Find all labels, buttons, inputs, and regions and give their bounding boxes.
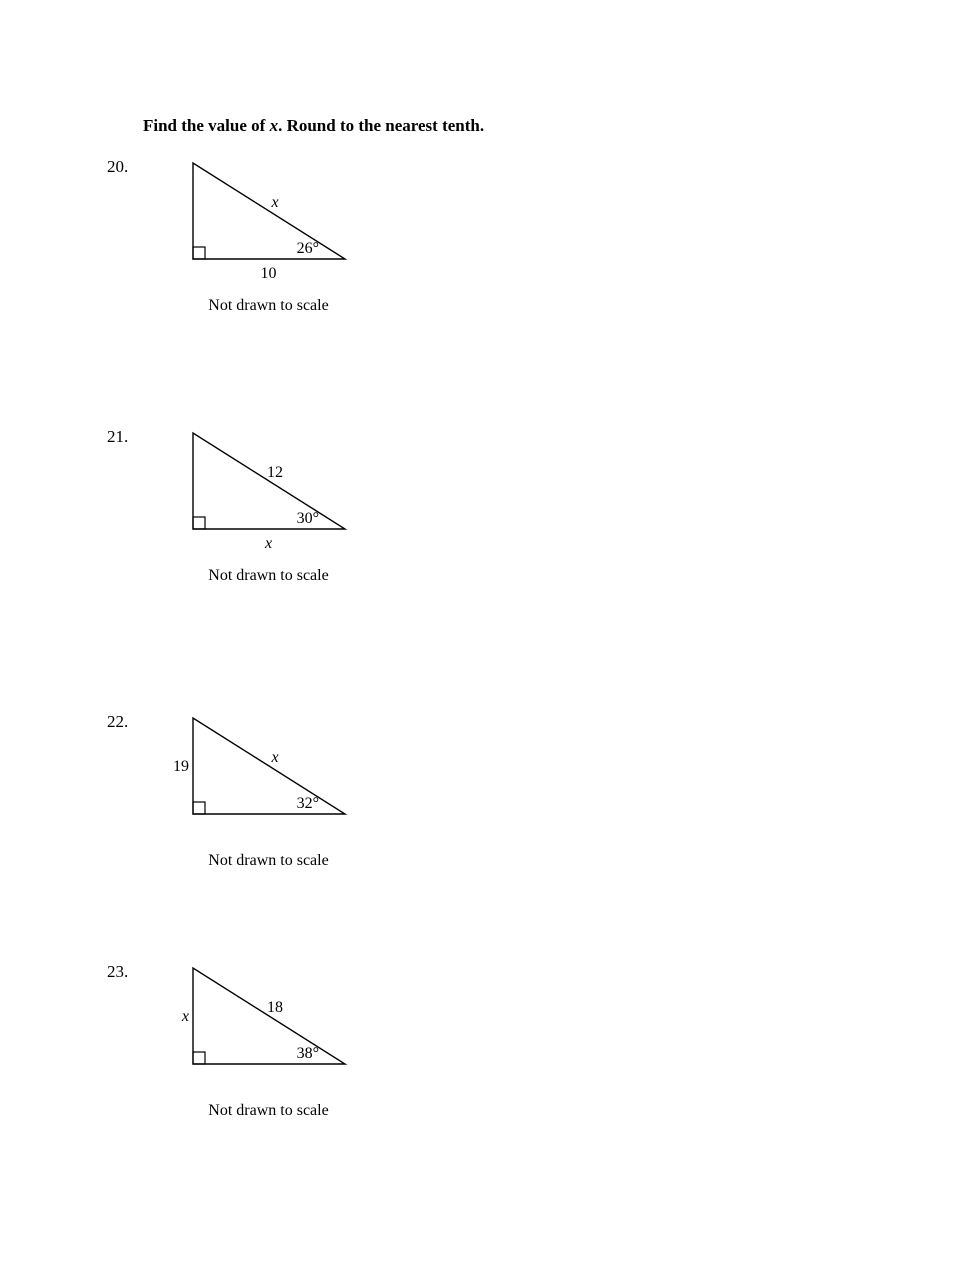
problem-21 xyxy=(0,427,979,597)
triangle-outline xyxy=(193,968,345,1064)
triangle-figure xyxy=(173,717,345,869)
right-angle-marker xyxy=(193,1052,205,1064)
triangle-figure xyxy=(181,967,345,1119)
right-angle-marker xyxy=(193,517,205,529)
base-label: x xyxy=(264,535,273,552)
page-title xyxy=(143,116,484,136)
triangle-outline xyxy=(193,433,345,529)
side-label: 19 xyxy=(173,758,189,775)
scale-note: Not drawn to scale xyxy=(208,297,329,314)
triangle-svg xyxy=(192,162,346,260)
scale-note: Not drawn to scale xyxy=(208,852,329,869)
triangle-figure xyxy=(192,162,345,314)
problem-number: 22. xyxy=(107,712,129,731)
hypotenuse-label: 18 xyxy=(267,999,283,1016)
side-label: x xyxy=(181,1008,189,1025)
triangle-outline xyxy=(193,163,345,259)
angle-label: 30° xyxy=(296,510,319,527)
problem-number: 21. xyxy=(107,427,129,446)
problem-22 xyxy=(0,712,979,882)
problem-number: 23. xyxy=(107,962,129,981)
problem-20 xyxy=(0,157,979,327)
triangle-svg xyxy=(192,967,346,1065)
right-angle-marker xyxy=(193,247,205,259)
right-angle-marker xyxy=(193,802,205,814)
hypotenuse-label: 12 xyxy=(267,464,283,481)
triangle-svg xyxy=(192,717,346,815)
angle-label: 32° xyxy=(296,795,319,812)
angle-label: 38° xyxy=(296,1045,319,1062)
hypotenuse-label: x xyxy=(271,749,279,766)
triangle-figure xyxy=(192,432,345,584)
angle-label: 26° xyxy=(296,240,319,257)
hypotenuse-label: x xyxy=(271,194,279,211)
scale-note: Not drawn to scale xyxy=(208,567,329,584)
base-label: 10 xyxy=(260,265,277,282)
triangle-outline xyxy=(193,718,345,814)
title-text-lead: Find the value of xyxy=(143,116,270,135)
scale-note: Not drawn to scale xyxy=(208,1102,329,1119)
problem-number: 20. xyxy=(107,157,129,176)
title-variable: x xyxy=(269,116,279,135)
problem-23 xyxy=(0,962,979,1132)
title-text-tail: . Round to the nearest tenth. xyxy=(278,116,485,135)
triangle-svg xyxy=(192,432,346,530)
